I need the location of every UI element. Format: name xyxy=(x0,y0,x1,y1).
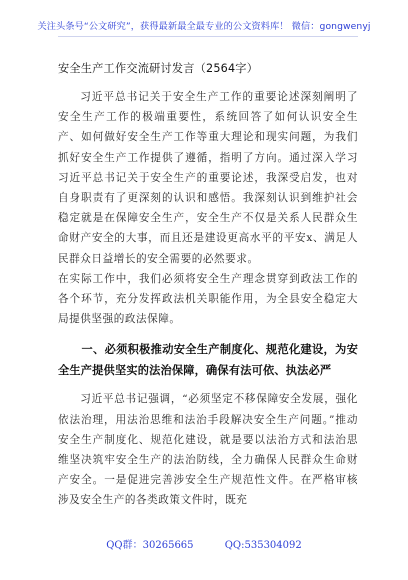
footer-qq: QQ:535304092 xyxy=(224,540,302,551)
header-promo-text: 关注头条号“公文研究”，获得最新最全最专业的公文资料库！ 微信：gongwenyj xyxy=(37,21,371,32)
paragraph: 习近平总书记关于安全生产工作的重要论述深刻阐明了安全生产工作的极端重要性，系统回答了如何认识安全生产、如何做好安全生产工作等重大理论和现实问题，为我们抓好安全生产工作提供了遵循，指明了方向。通过深入学习习近平总书记关于安全生产的重要论述，我深受启发，也对自身职责有了更深刻的认识和感悟。我深刻认识到维护社会稳定就是在保障安全生产，安全生产不仅是关系人民群众生命财产安全的大事，而且还是建设更高水平的平安x、满足人民群众日益增长的安全需要的必然要求。 xyxy=(58,91,358,265)
header-divider xyxy=(58,36,358,37)
paragraph: 在实际工作中，我们必须将安全生产理念贯穿到政法工作的各个环节，充分发挥政法机关职能作用，为全县安全稳定大局提供坚强的政法保障。 xyxy=(58,272,358,326)
paragraph: 习近平总书记强调，“必须坚定不移保障安全发展，强化依法治理，用法治思维和法治手段解决安全生产问题。”推动安全生产制度化、规范化建设，就是要以法治方式和法治思维坚决筑牢安全生产的法治防线，全力确保人民群众生命财产安全。一是促进完善涉安全生产规范性文件。在严格审核涉及安全生产的各类政策文件时，既充 xyxy=(58,393,358,507)
footer-contact xyxy=(0,536,408,551)
document-title: 安全生产工作交流研讨发言（2564字） xyxy=(58,62,259,75)
footer-qq-group: QQ群：30265665 xyxy=(106,540,194,551)
section-heading: 一、必须积极推动安全生产制度化、规范化建设，为安全生产提供坚实的法治保障，确保有法可依、执法必严 xyxy=(58,343,358,378)
document-body xyxy=(58,42,358,511)
